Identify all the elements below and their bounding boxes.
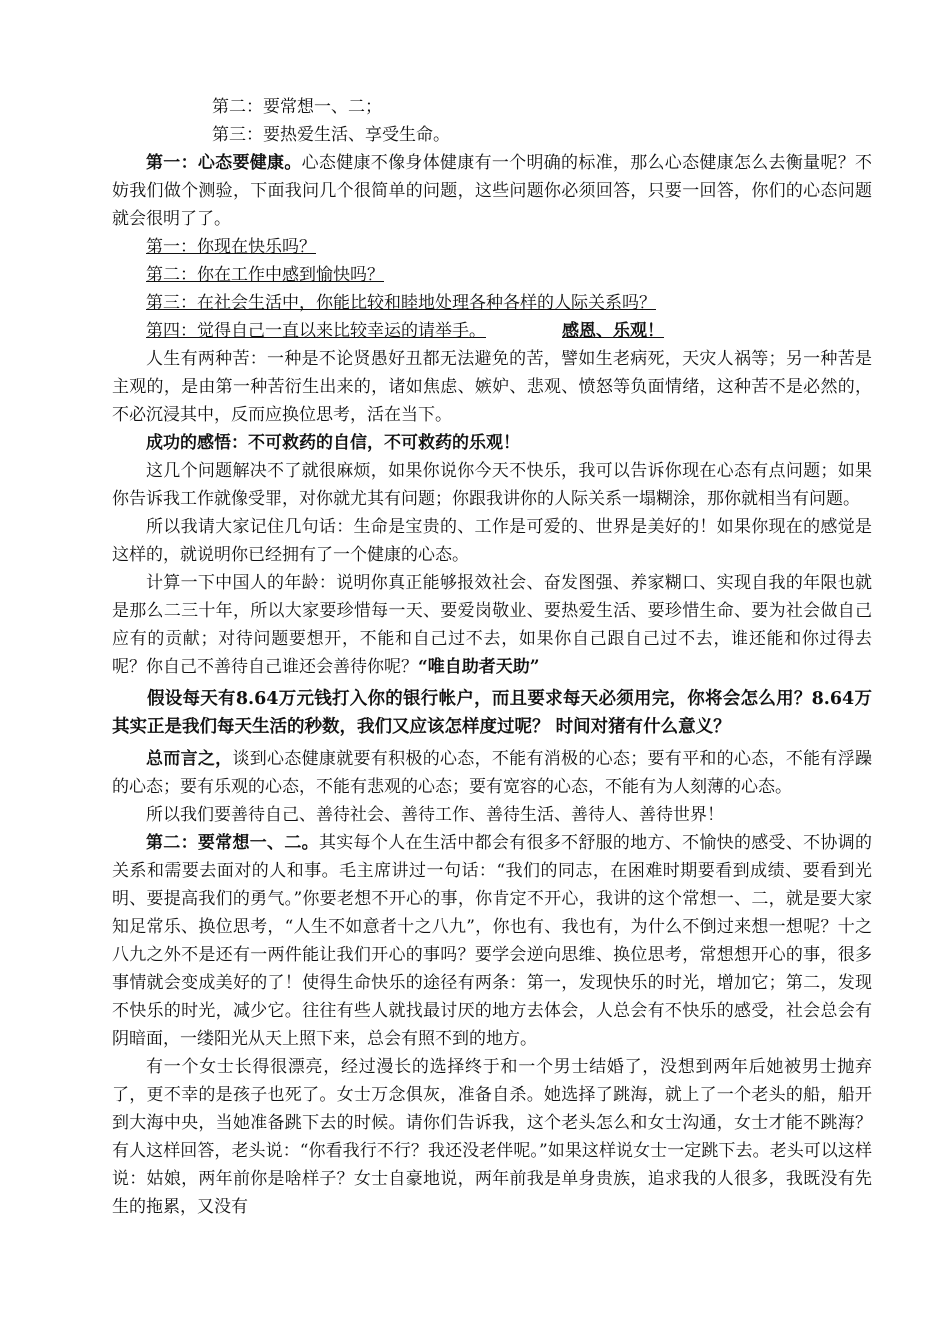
paragraph-age — [112, 569, 872, 681]
bold-quote: “唯自助者天助” — [418, 657, 540, 677]
paragraph-text: 谈到心态健康就要有积极的心态，不能有消极的心态；要有平和的心态，不能有浮躁的心态；要有乐观的心态，不能有悲观的心态；要有宽容的心态，不能有为人刻薄的心态。 — [112, 749, 873, 797]
paragraph-mental-health — [112, 149, 872, 233]
paragraph-remember: 所以我请大家记住几句话：生命是宝贵的、工作是可爱的、世界是美好的！如果你现在的感觉是这样的，就说明你已经拥有了一个健康的心态。 — [112, 517, 872, 565]
intro-list-item: 第二：要常想一、二； — [212, 97, 382, 117]
paragraph-summary — [112, 745, 872, 801]
section-heading: 第一：心态要健康。 — [146, 153, 302, 173]
document-page — [112, 93, 872, 1221]
section-heading: 第二：要常想一、二。 — [146, 833, 319, 853]
question-item-4 — [112, 317, 872, 345]
paragraph-treat-well: 所以我们要善待自己、善待社会、善待工作、善待生活、善待人、善待世界！ — [146, 805, 724, 825]
paragraph-problems: 这几个问题解决不了就很麻烦，如果你说你今天不快乐，我可以告诉你现在心态有点问题；如果你告诉我工作就像受罪，对你就尤其有问题；你跟我讲你的人际关系一塌糊涂，那你就相当有问题。 — [112, 461, 872, 509]
summary-heading: 总而言之， — [146, 749, 233, 769]
paragraph-story: 有一个女士长得很漂亮，经过漫长的选择终于和一个男士结婚了，没想到两年后她被男士抛弃了，更不幸的是孩子也死了。女士万念俱灰，准备自杀。她选择了跳海，就上了一个老头的船，船开到大海中央，当她准备跳下去的时候。请你们告诉我，这个老头怎么和女士沟通，女士才能不跳海？有人这样回答，老头说：“你看我行不行？我还没老伴呢。”如果这样说女士一定跳下去。老头可以这样说：姑娘，两年前你是啥样子？女士自豪地说，两年前我是单身贵族，追求我的人很多，我既没有先生的拖累，又没有 — [112, 1057, 872, 1217]
paragraph-two-sufferings: 人生有两种苦：一种是不论贤愚好丑都无法避免的苦，譬如生老病死，天灾人祸等；另一种苦是主观的，是由第一种苦衍生出来的，诸如焦虑、嫉妒、悲观、愤怒等负面情绪，这种苦不是必然的，不必沉浸其中，反而应换位思考，活在当下。 — [112, 349, 872, 425]
paragraph-think-one-two — [112, 829, 872, 1053]
paragraph-text: 其实每个人在生活中都会有很多不舒服的地方、不愉快的感受、不协调的关系和需要去面对的人和事。毛主席讲过一句话：“我们的同志，在困难时期要看到成绩、要看到光明、要提高我们的勇气。”你要老想不开心的事，你肯定不开心，我讲的这个常想一、二，就是要大家知足常乐、换位思考，“人生不如意者十之八九”，你也有、我也有，为什么不倒过来想一想呢？十之八九之外不是还有一两件能让我们开心的事吗？要学会逆向思维、换位思考，常想想开心的事，很多事情就会变成美好的了！使得生命快乐的途径有两条：第一，发现快乐的时光，增加它；第二，发现不快乐的时光，减少它。往往有些人就找最讨厌的地方去体会，人总会有不快乐的感受，社会总会有阴暗面，一缕阳光从天上照下来，总会有照不到的地方。 — [112, 833, 873, 1049]
question-item: 第二：你在工作中感到愉快吗？ — [146, 265, 384, 285]
question-text: 第四：觉得自己一直以来比较幸运的请举手。 — [146, 321, 486, 341]
question-item: 第一：你现在快乐吗？ — [146, 237, 316, 257]
paragraph-text: 计算一下中国人的年龄：说明你真正能够报效社会、奋发图强、养家糊口、实现自我的年限也就是那么二三十年，所以大家要珍惜每一天、要爱岗敬业、要热爱生活、要珍惜生命、要为社会做自己应有的贡献；对待问题要想开，不能和自己过不去，如果你自己跟自己过不去，谁还能和你过得去呢？你自己不善待自己谁还会善待你呢？ — [112, 573, 872, 677]
success-insight-line: 成功的感悟：不可救药的自信，不可救药的乐观！ — [146, 433, 520, 453]
intro-list-item: 第三：要热爱生活、享受生命。 — [212, 125, 450, 145]
question-item: 第三：在社会生活中，你能比较和睦地处理各种各样的人际关系吗？ — [146, 293, 656, 313]
question-tail-bold: 感恩、乐观！ — [562, 321, 664, 341]
paragraph-bank-account: 假设每天有8.64万元钱打入你的银行帐户，而且要求每天必须用完，你将会怎么用？8.64万其实正是我们每天生活的秒数，我们又应该怎样度过呢？ 时间对猪有什么意义？ — [112, 689, 872, 737]
paragraph-text: 心态健康不像身体健康有一个明确的标准，那么心态健康怎么去衡量呢？不妨我们做个测验，下面我问几个很简单的问题，这些问题你必须回答，只要一回答，你们的心态问题就会很明了了。 — [112, 153, 873, 229]
